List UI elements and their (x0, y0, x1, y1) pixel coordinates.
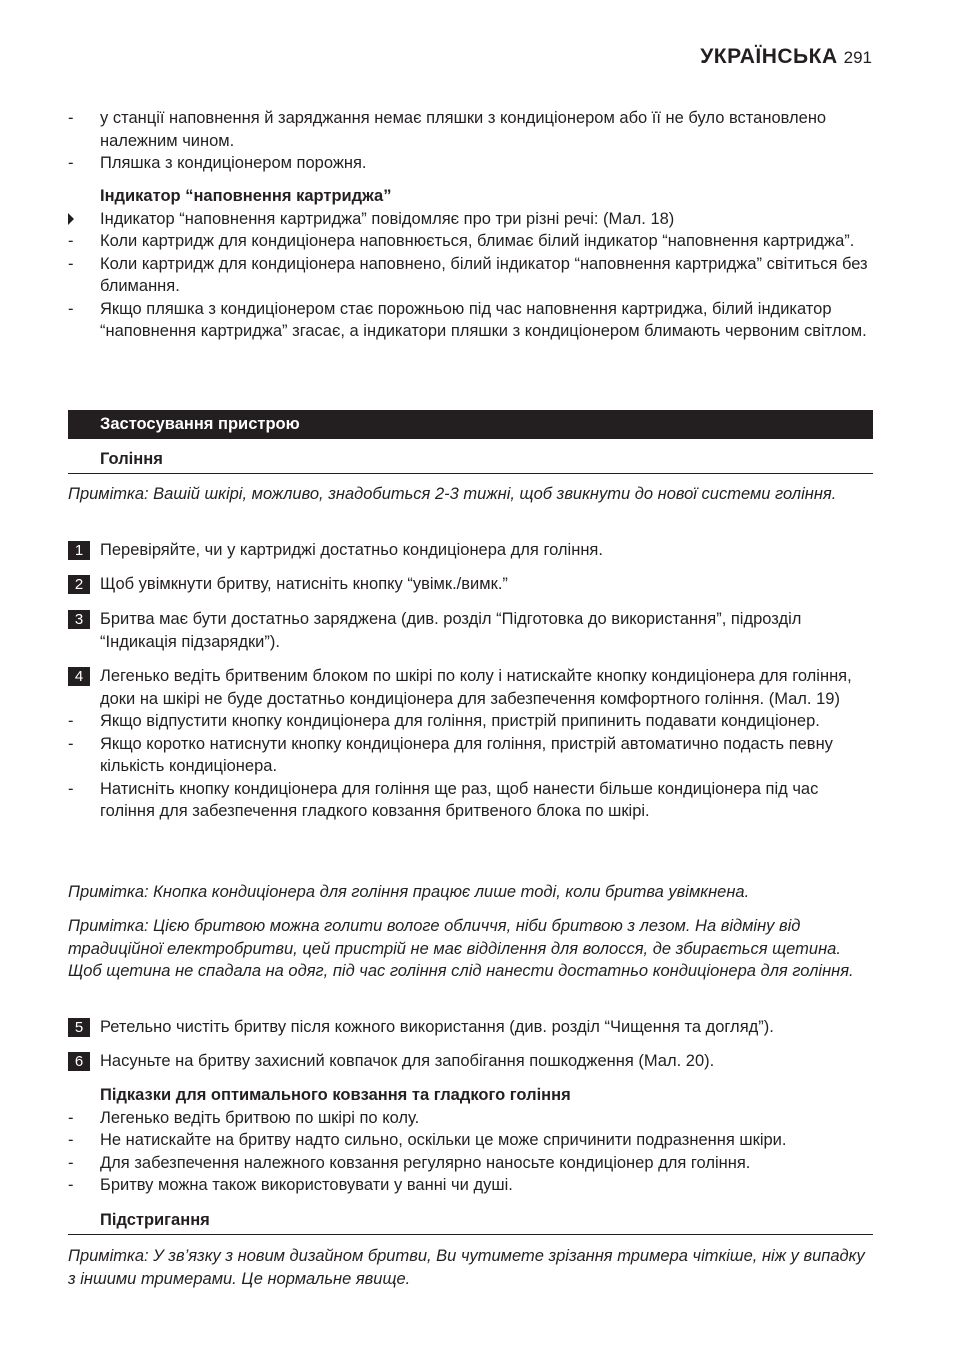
list-item: - Якщо коротко натиснути кнопку кондиціонера для гоління, пристрій автоматично подасть певну кількість кондиціонера. (68, 734, 833, 775)
list-item: - Якщо відпустити кнопку кондиціонера для гоління, пристрій припинить подавати кондиціонер. (68, 712, 820, 730)
section-bar-usage: Застосування пристрою (68, 410, 873, 439)
intro-list (68, 107, 876, 175)
page-header (700, 46, 872, 70)
step-1: 1 Перевіряйте, чи у картриджі достатньо кондиціонера для гоління. (68, 539, 876, 562)
step-4: 4 Легенько ведіть бритвеним блоком по шкірі по колу і натискайте кнопку кондиціонера для гоління, доки на шкірі не буде достатньо кондиціонера для забезпечення комфортного гоління. (Мал. 19) - Якщо відпустити кнопку кондиціонера для гоління, пристрій припинить подавати кондиціонер. - Якщо коротко натиснути кнопку кондиціонера для гоління, пристрій автоматично подасть певну кількість кондиціонера. - Натисніть кнопку кондиціонера для гоління ще раз, щоб нанести більше кондиціонера під час гоління для забезпечення гладкого ковзання бритвеного блока по шкірі. (68, 665, 876, 823)
note-shaving-1: Примітка: Вашій шкірі, можливо, знадобиться 2-3 тижні, щоб звикнути до нової системи гоління. (68, 485, 837, 503)
list-item: - Пляшка з кондиціонером порожня. (68, 154, 367, 172)
list-item: - у станції наповнення й заряджання немає пляшки з кондиціонером або її не було встановлено належним чином. (68, 109, 827, 150)
list-item: - Для забезпечення належного ковзання регулярно наносьте кондиціонер для гоління. (68, 1153, 751, 1172)
note-shaving-2: Примітка: Кнопка кондиціонера для гоління працює лише тоді, коли бритва увімкнена. (68, 883, 750, 901)
page-number: 291 (843, 48, 872, 67)
subsection-trimming-title: Підстригання (68, 1209, 873, 1235)
note-shaving-3: Примітка: Цією бритвою можна голити вологе обличчя, ніби бритвою з лезом. На відміну від традиційної електробритви, цей пристрій не має відділення для волосся, де збирається щетина. Щоб щетина не спадала на одяг, під час гоління слід нанести достатньо кондиціонера для гоління. (68, 917, 854, 980)
list-item: - Коли картридж для кондиціонера наповнюється, блимає білий індикатор “наповнення картриджа”. (68, 232, 855, 250)
list-item: - Якщо пляшка з кондиціонером стає порожньою під час наповнення картриджа, білий індикатор “наповнення картриджа” згасає, а індикатори пляшки з кондиціонером блимають червоним світлом. (68, 299, 867, 340)
tips-section (68, 1084, 876, 1197)
list-item: - Не натискайте на бритву надто сильно, оскільки це може спричинити подразнення шкіри. (68, 1131, 787, 1149)
subsection-shaving-title: Гоління (68, 448, 873, 474)
section-title: Підказки для оптимального ковзання та гладкого гоління (100, 1086, 571, 1104)
list-item: - Бритву можна також використовувати у ванні чи душі. (68, 1176, 513, 1194)
step-2: 2 Щоб увімкнути бритву, натисніть кнопку “увімк./вимк.” (68, 573, 876, 596)
note-trimming: Примітка: У зв’язку з новим дизайном бритви, Ви чутимете зрізання тримера чіткіше, ніж у випадку з іншими тримерами. Це нормальне явище. (68, 1247, 865, 1288)
triangle-bullet-icon (68, 213, 74, 225)
cartridge-section (68, 185, 876, 343)
step-3: 3 Бритва має бути достатньо заряджена (див. розділ “Підготовка до використання”, підрозділ “Індикація підзарядки”). (68, 608, 876, 653)
list-item: - Легенько ведіть бритвою по шкірі по колу. (68, 1108, 420, 1127)
step-5: 5 Ретельно чистіть бритву після кожного використання (див. розділ “Чищення та догляд”). (68, 1016, 876, 1039)
step-6: 6 Насуньте на бритву захисний ковпачок для запобігання пошкодження (Мал. 20). (68, 1050, 876, 1073)
lead-item: Індикатор “наповнення картриджа” повідомляє про три різні речі: (Мал. 18) (68, 208, 876, 231)
list-item: - Коли картридж для кондиціонера наповнено, білий індикатор “наповнення картриджа” світиться без блимання. (68, 254, 868, 295)
language-label: УКРАЇНСЬКА (700, 45, 838, 68)
section-title: Індикатор “наповнення картриджа” (100, 187, 392, 205)
list-item: - Натисніть кнопку кондиціонера для гоління ще раз, щоб нанести більше кондиціонера під час гоління для забезпечення гладкого ковзання бритвеного блока по шкірі. (68, 779, 819, 820)
